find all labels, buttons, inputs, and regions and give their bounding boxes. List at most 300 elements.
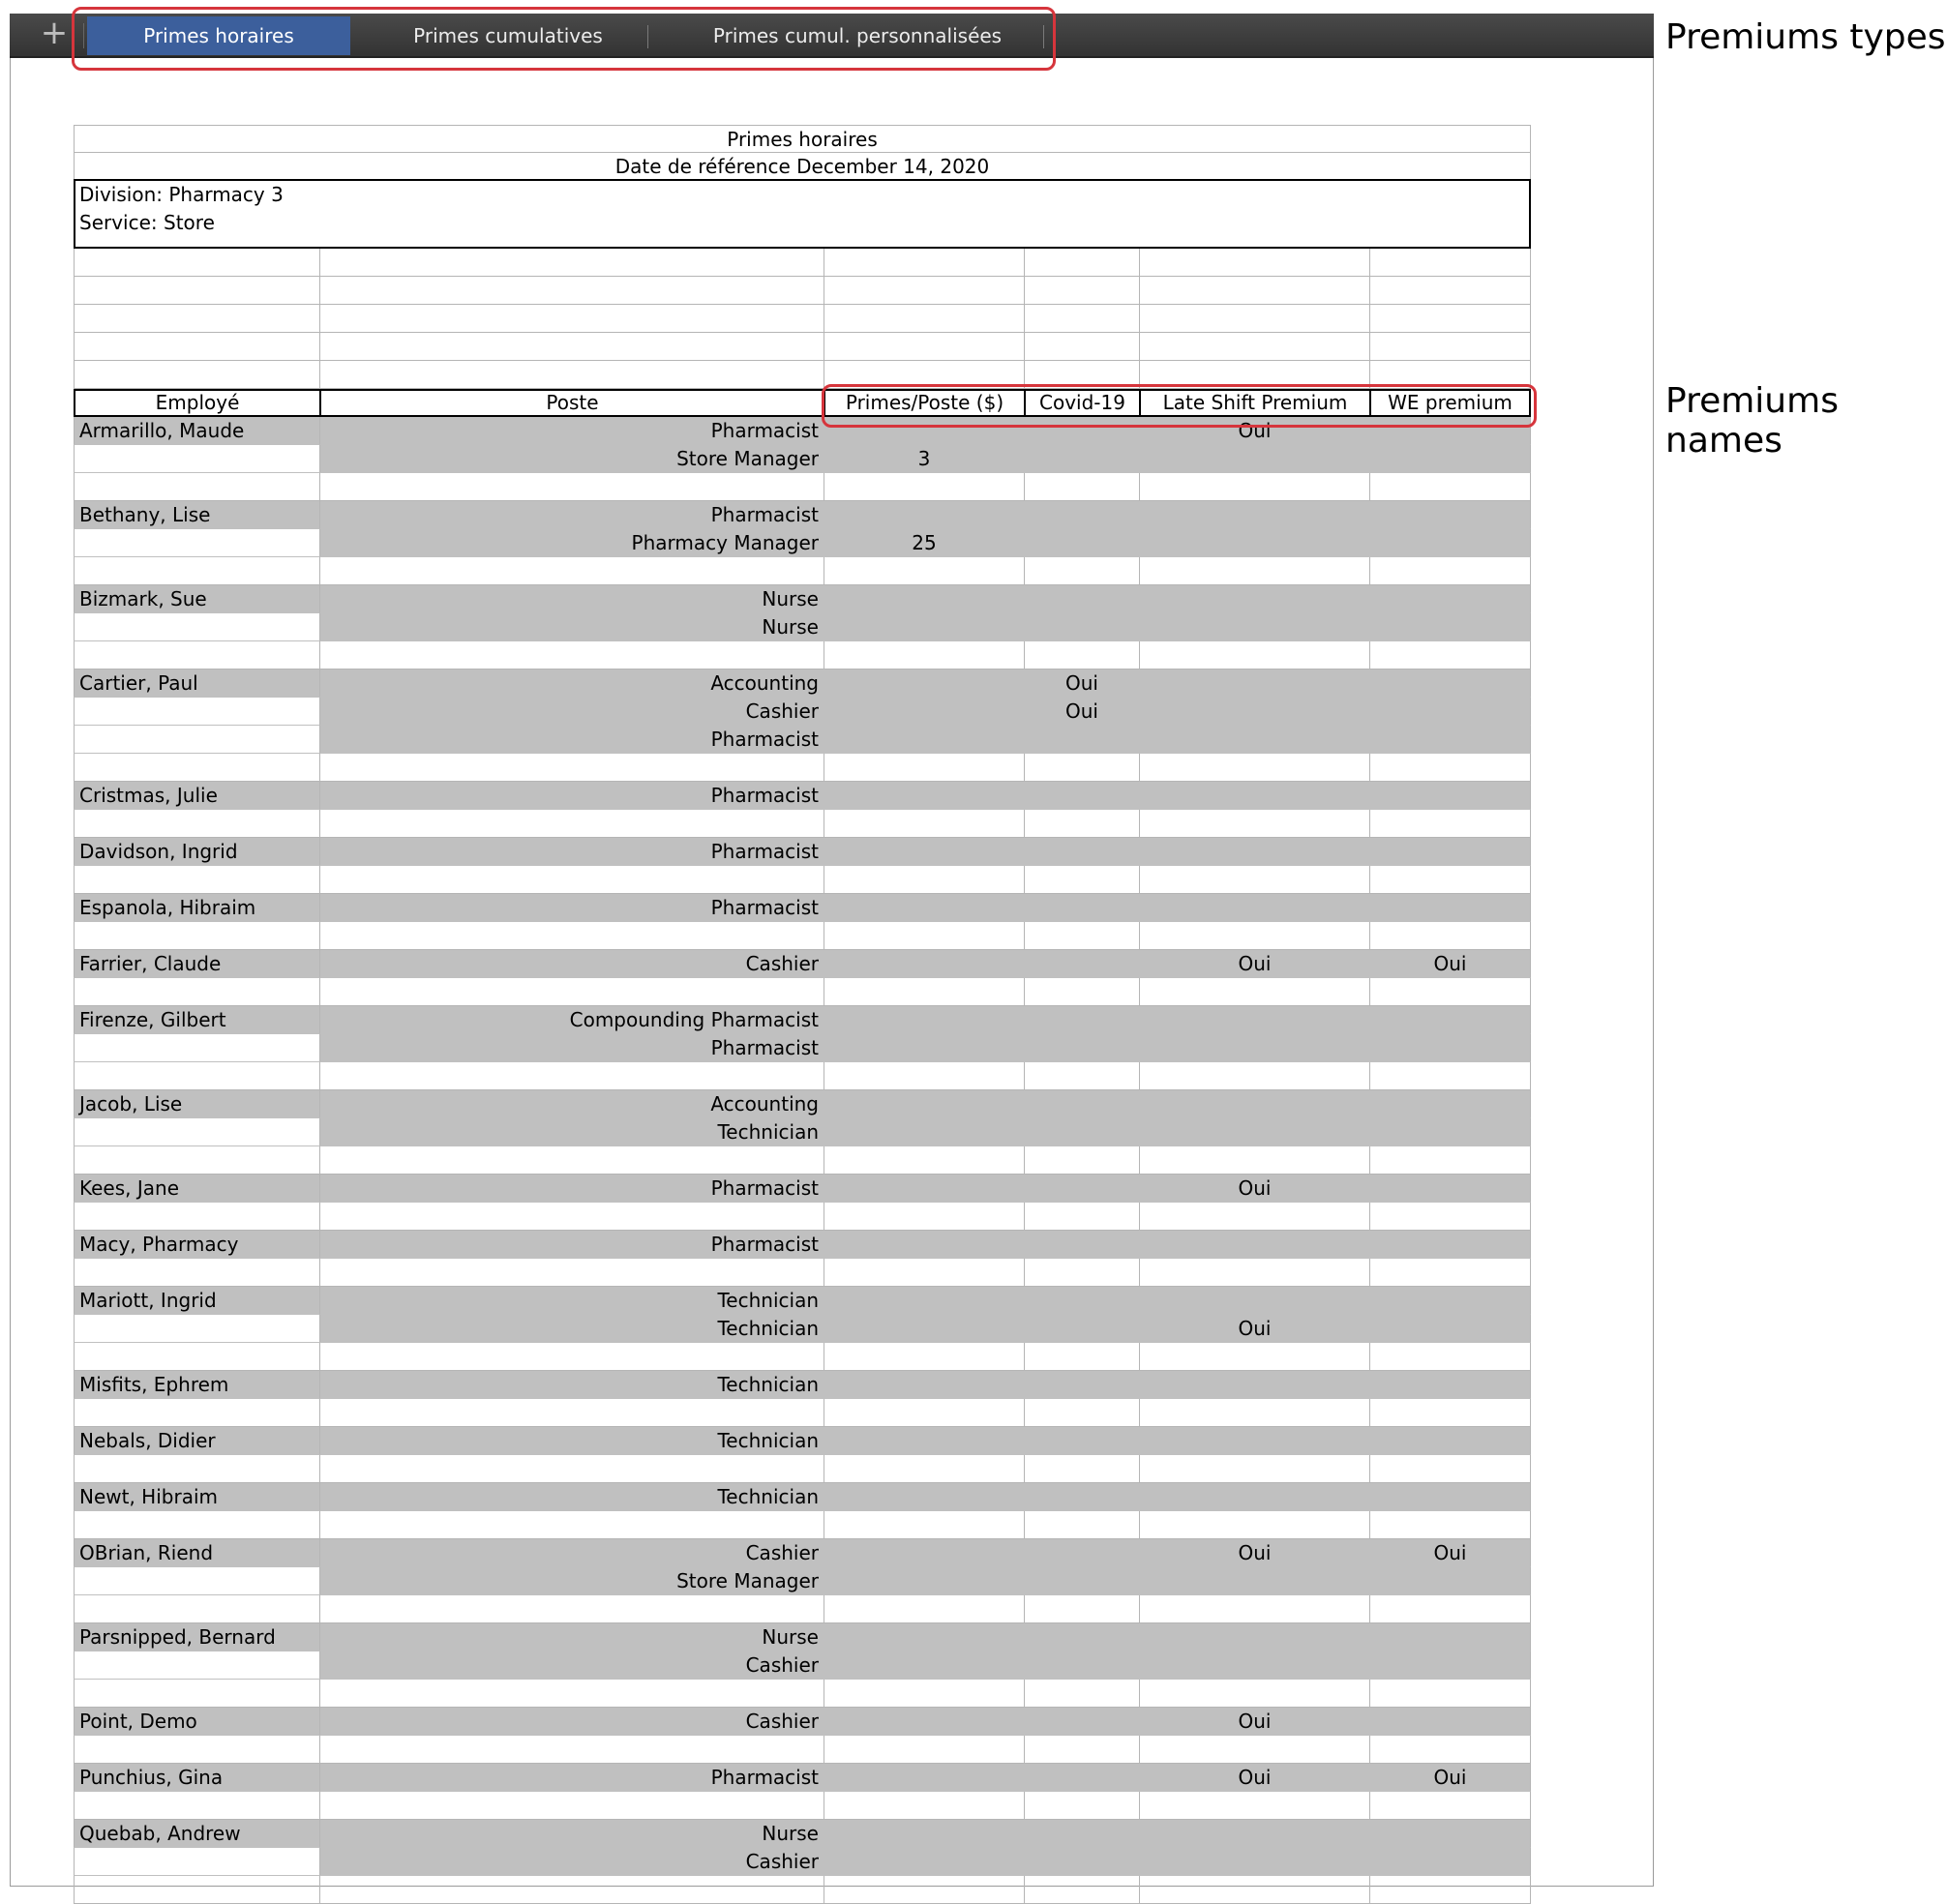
poste-cell: Compounding Pharmacist — [319, 1006, 824, 1034]
empty-cell — [319, 1146, 824, 1175]
covid-19-cell — [1024, 1651, 1139, 1680]
column-header-employe: Employé — [74, 389, 319, 417]
primes-poste-cell — [824, 501, 1024, 529]
employee-name-cell: Farrier, Claude — [74, 950, 319, 978]
poste-cell: Pharmacist — [319, 1034, 824, 1062]
we-premium-cell — [1369, 1567, 1531, 1595]
division-label: Division: Pharmacy 3 — [79, 183, 284, 206]
employee-name-cell — [74, 726, 319, 754]
empty-cell — [1024, 810, 1139, 838]
late-shift-cell — [1139, 613, 1369, 641]
empty-cell — [1369, 305, 1531, 333]
add-tab-icon[interactable]: + — [40, 14, 69, 52]
table-row — [74, 782, 1531, 810]
separator-row — [74, 1343, 1531, 1371]
division-service-box — [74, 179, 1531, 249]
we-premium-cell — [1369, 585, 1531, 613]
late-shift-cell — [1139, 1623, 1369, 1651]
empty-cell — [1139, 333, 1369, 361]
poste-cell: Pharmacist — [319, 501, 824, 529]
empty-cell — [824, 333, 1024, 361]
we-premium-cell — [1369, 1175, 1531, 1203]
empty-cell — [319, 361, 824, 389]
we-premium-cell — [1369, 1118, 1531, 1146]
empty-cell — [74, 1146, 319, 1175]
late-shift-cell — [1139, 1006, 1369, 1034]
poste-cell: Technician — [319, 1287, 824, 1315]
employee-name-cell: Newt, Hibraim — [74, 1483, 319, 1511]
primes-poste-cell — [824, 669, 1024, 698]
column-header-covid-19: Covid-19 — [1024, 389, 1139, 417]
empty-cell — [1369, 473, 1531, 501]
table-row — [74, 1006, 1531, 1034]
covid-19-cell — [1024, 1708, 1139, 1736]
empty-cell — [824, 1259, 1024, 1287]
empty-cell — [319, 473, 824, 501]
covid-19-cell — [1024, 838, 1139, 866]
table-row — [74, 501, 1531, 529]
empty-cell — [1369, 1146, 1531, 1175]
empty-cell — [319, 1511, 824, 1539]
empty-cell — [1369, 1595, 1531, 1623]
we-premium-cell — [1369, 529, 1531, 557]
primes-poste-cell — [824, 1315, 1024, 1343]
empty-cell — [824, 1455, 1024, 1483]
report-title: Primes horaires — [74, 125, 1531, 152]
column-header-we-premium: WE premium — [1369, 389, 1531, 417]
covid-19-cell — [1024, 782, 1139, 810]
poste-cell: Pharmacist — [319, 894, 824, 922]
we-premium-cell — [1369, 669, 1531, 698]
poste-cell: Nurse — [319, 1623, 824, 1651]
we-premium-cell — [1369, 1006, 1531, 1034]
empty-cell — [1024, 1259, 1139, 1287]
empty-cell — [319, 1399, 824, 1427]
employee-name-cell: Cartier, Paul — [74, 669, 319, 698]
table-row — [74, 669, 1531, 698]
employee-name-cell: Bethany, Lise — [74, 501, 319, 529]
table-row — [74, 1483, 1531, 1511]
empty-cell — [1139, 1399, 1369, 1427]
column-header-poste: Poste — [319, 389, 824, 417]
primes-poste-cell: 25 — [824, 529, 1024, 557]
separator-row — [74, 866, 1531, 894]
employee-name-cell: Nebals, Didier — [74, 1427, 319, 1455]
empty-cell — [1024, 922, 1139, 950]
empty-cell — [319, 1259, 824, 1287]
primes-poste-cell — [824, 613, 1024, 641]
empty-cell — [824, 473, 1024, 501]
empty-cell — [319, 1343, 824, 1371]
covid-19-cell — [1024, 1118, 1139, 1146]
separator-row — [74, 1146, 1531, 1175]
poste-cell: Nurse — [319, 585, 824, 613]
poste-cell: Technician — [319, 1427, 824, 1455]
empty-cell — [1139, 641, 1369, 669]
we-premium-cell — [1369, 1231, 1531, 1259]
empty-cell — [824, 922, 1024, 950]
primes-poste-cell — [824, 1118, 1024, 1146]
late-shift-cell: Oui — [1139, 1764, 1369, 1792]
poste-cell: Cashier — [319, 698, 824, 726]
empty-cell — [319, 754, 824, 782]
employee-name-cell — [74, 1567, 319, 1595]
empty-cell — [1369, 277, 1531, 305]
we-premium-cell — [1369, 726, 1531, 754]
empty-cell — [74, 1399, 319, 1427]
empty-cell — [1139, 249, 1369, 277]
empty-cell — [1369, 1203, 1531, 1231]
separator-row — [74, 1595, 1531, 1623]
late-shift-cell — [1139, 1483, 1369, 1511]
covid-19-cell — [1024, 894, 1139, 922]
late-shift-cell — [1139, 585, 1369, 613]
empty-cell — [1139, 557, 1369, 585]
empty-cell — [1024, 754, 1139, 782]
separator-row — [74, 1062, 1531, 1090]
empty-cell — [74, 922, 319, 950]
primes-poste-cell — [824, 1427, 1024, 1455]
we-premium-cell — [1369, 698, 1531, 726]
empty-cell — [824, 641, 1024, 669]
empty-cell — [319, 1736, 824, 1764]
empty-cell — [1369, 1455, 1531, 1483]
empty-cell — [319, 1203, 824, 1231]
we-premium-cell — [1369, 1371, 1531, 1399]
we-premium-cell: Oui — [1369, 1764, 1531, 1792]
empty-cell — [319, 249, 824, 277]
empty-cell — [1139, 1062, 1369, 1090]
employee-name-cell: Espanola, Hibraim — [74, 894, 319, 922]
empty-cell — [824, 277, 1024, 305]
empty-cell — [824, 1062, 1024, 1090]
spacer-row — [74, 305, 1531, 333]
empty-cell — [1139, 1736, 1369, 1764]
poste-cell: Technician — [319, 1118, 824, 1146]
empty-cell — [74, 1203, 319, 1231]
employee-name-cell: Davidson, Ingrid — [74, 838, 319, 866]
empty-cell — [1139, 277, 1369, 305]
empty-cell — [1024, 1062, 1139, 1090]
we-premium-cell — [1369, 1623, 1531, 1651]
employee-name-cell — [74, 529, 319, 557]
table-row — [74, 1315, 1531, 1343]
late-shift-cell — [1139, 1820, 1369, 1848]
empty-cell — [824, 249, 1024, 277]
employee-name-cell: Kees, Jane — [74, 1175, 319, 1203]
empty-cell — [74, 754, 319, 782]
empty-cell — [1139, 1680, 1369, 1708]
poste-cell: Store Manager — [319, 445, 824, 473]
empty-cell — [74, 1259, 319, 1287]
separator-row — [74, 1399, 1531, 1427]
empty-cell — [319, 1062, 824, 1090]
covid-19-cell — [1024, 1315, 1139, 1343]
empty-cell — [824, 754, 1024, 782]
empty-cell — [1024, 1203, 1139, 1231]
we-premium-cell — [1369, 1820, 1531, 1848]
primes-poste-cell — [824, 1287, 1024, 1315]
empty-cell — [319, 333, 824, 361]
empty-cell — [1139, 1595, 1369, 1623]
primes-poste-cell — [824, 698, 1024, 726]
table-row — [74, 1231, 1531, 1259]
empty-cell — [1139, 754, 1369, 782]
empty-cell — [319, 866, 824, 894]
primes-poste-cell — [824, 1539, 1024, 1567]
covid-19-cell — [1024, 445, 1139, 473]
empty-cell — [824, 1680, 1024, 1708]
empty-cell — [1139, 866, 1369, 894]
empty-cell — [1139, 1203, 1369, 1231]
we-premium-cell — [1369, 1427, 1531, 1455]
empty-cell — [74, 249, 319, 277]
table-row — [74, 1651, 1531, 1680]
employee-name-cell: OBrian, Riend — [74, 1539, 319, 1567]
primes-poste-cell — [824, 585, 1024, 613]
covid-19-cell — [1024, 1287, 1139, 1315]
empty-cell — [1024, 1343, 1139, 1371]
covid-19-cell — [1024, 613, 1139, 641]
table-row — [74, 1820, 1531, 1848]
covid-19-cell — [1024, 1567, 1139, 1595]
late-shift-cell: Oui — [1139, 1175, 1369, 1203]
table-row — [74, 1539, 1531, 1567]
table-row — [74, 613, 1531, 641]
employee-name-cell — [74, 698, 319, 726]
covid-19-cell — [1024, 529, 1139, 557]
empty-cell — [74, 1736, 319, 1764]
empty-cell — [74, 1792, 319, 1820]
late-shift-cell: Oui — [1139, 1708, 1369, 1736]
late-shift-cell — [1139, 894, 1369, 922]
employee-name-cell — [74, 1651, 319, 1680]
empty-cell — [1139, 1343, 1369, 1371]
empty-cell — [74, 557, 319, 585]
table-row — [74, 1623, 1531, 1651]
tab-primes-cumulatives[interactable]: Primes cumulatives — [413, 24, 603, 47]
empty-cell — [1024, 1455, 1139, 1483]
covid-19-cell — [1024, 1483, 1139, 1511]
empty-cell — [1369, 1399, 1531, 1427]
empty-cell — [1024, 305, 1139, 333]
separator-row — [74, 557, 1531, 585]
spacer-row — [74, 277, 1531, 305]
covid-19-cell — [1024, 1820, 1139, 1848]
empty-cell — [1369, 641, 1531, 669]
spacer-row — [74, 333, 1531, 361]
late-shift-cell — [1139, 1371, 1369, 1399]
empty-cell — [1139, 305, 1369, 333]
empty-cell — [1139, 1146, 1369, 1175]
premium-types-callout — [72, 7, 1056, 71]
table-row — [74, 1175, 1531, 1203]
separator-row — [74, 1792, 1531, 1820]
late-shift-cell — [1139, 1567, 1369, 1595]
poste-cell: Store Manager — [319, 1567, 824, 1595]
empty-cell — [74, 866, 319, 894]
poste-cell: Nurse — [319, 1820, 824, 1848]
late-shift-cell: Oui — [1139, 1315, 1369, 1343]
empty-cell — [74, 305, 319, 333]
covid-19-cell: Oui — [1024, 698, 1139, 726]
primes-poste-cell — [824, 1090, 1024, 1118]
empty-cell — [74, 1595, 319, 1623]
empty-cell — [1369, 1792, 1531, 1820]
employee-name-cell — [74, 1848, 319, 1876]
empty-cell — [824, 978, 1024, 1006]
employee-name-cell: Cristmas, Julie — [74, 782, 319, 810]
covid-19-cell — [1024, 950, 1139, 978]
empty-cell — [1024, 866, 1139, 894]
empty-cell — [1369, 249, 1531, 277]
primes-poste-cell — [824, 1567, 1024, 1595]
empty-cell — [319, 305, 824, 333]
we-premium-cell: Oui — [1369, 1539, 1531, 1567]
primes-poste-cell — [824, 1006, 1024, 1034]
covid-19-cell — [1024, 1090, 1139, 1118]
late-shift-cell — [1139, 501, 1369, 529]
empty-cell — [1024, 978, 1139, 1006]
employee-name-cell: Armarillo, Maude — [74, 417, 319, 445]
premium-names-annotation: Premiums names — [1665, 381, 1839, 461]
primes-poste-cell — [824, 1623, 1024, 1651]
empty-cell — [1024, 277, 1139, 305]
empty-cell — [824, 866, 1024, 894]
employee-name-cell — [74, 1315, 319, 1343]
spacer-row — [74, 249, 1531, 277]
poste-cell: Pharmacist — [319, 1764, 824, 1792]
covid-19-cell — [1024, 1006, 1139, 1034]
empty-cell — [319, 810, 824, 838]
empty-cell — [1369, 1736, 1531, 1764]
we-premium-cell — [1369, 1708, 1531, 1736]
separator-row — [74, 922, 1531, 950]
separator-row — [74, 1511, 1531, 1539]
separator-row — [74, 1259, 1531, 1287]
we-premium-cell: Oui — [1369, 950, 1531, 978]
primes-poste-cell — [824, 1708, 1024, 1736]
poste-cell: Technician — [319, 1371, 824, 1399]
empty-cell — [1369, 866, 1531, 894]
employee-name-cell — [74, 445, 319, 473]
covid-19-cell — [1024, 726, 1139, 754]
empty-cell — [319, 1792, 824, 1820]
separator-row — [74, 1203, 1531, 1231]
empty-cell — [1024, 1680, 1139, 1708]
empty-cell — [74, 1511, 319, 1539]
empty-cell — [824, 305, 1024, 333]
empty-cell — [1139, 1455, 1369, 1483]
empty-cell — [74, 978, 319, 1006]
we-premium-cell — [1369, 1483, 1531, 1511]
separator-row — [74, 641, 1531, 669]
table-row — [74, 1848, 1531, 1876]
primes-poste-cell — [824, 1848, 1024, 1876]
primes-poste-cell — [824, 894, 1024, 922]
poste-cell: Accounting — [319, 1090, 824, 1118]
separator-row — [74, 978, 1531, 1006]
covid-19-cell — [1024, 585, 1139, 613]
employee-name-cell: Jacob, Lise — [74, 1090, 319, 1118]
table-row — [74, 1708, 1531, 1736]
late-shift-cell — [1139, 1651, 1369, 1680]
late-shift-cell — [1139, 1090, 1369, 1118]
primes-poste-cell — [824, 1483, 1024, 1511]
empty-cell — [74, 1680, 319, 1708]
empty-cell — [1024, 641, 1139, 669]
poste-cell: Accounting — [319, 669, 824, 698]
covid-19-cell — [1024, 501, 1139, 529]
table-row — [74, 726, 1531, 754]
empty-cell — [74, 277, 319, 305]
empty-cell — [319, 1680, 824, 1708]
separator-row — [74, 810, 1531, 838]
separator-row — [74, 1736, 1531, 1764]
separator-row — [74, 473, 1531, 501]
covid-19-cell — [1024, 1764, 1139, 1792]
we-premium-cell — [1369, 1090, 1531, 1118]
empty-cell — [1024, 333, 1139, 361]
table-row — [74, 1034, 1531, 1062]
table-row — [74, 894, 1531, 922]
primes-poste-cell — [824, 950, 1024, 978]
empty-cell — [1369, 1343, 1531, 1371]
poste-cell: Pharmacist — [319, 838, 824, 866]
covid-19-cell — [1024, 1539, 1139, 1567]
poste-cell: Cashier — [319, 950, 824, 978]
employee-name-cell — [74, 1034, 319, 1062]
employee-name-cell: Firenze, Gilbert — [74, 1006, 319, 1034]
table-row — [74, 950, 1531, 978]
table-row — [74, 1287, 1531, 1315]
empty-cell — [74, 361, 319, 389]
empty-cell — [1369, 754, 1531, 782]
poste-cell: Pharmacist — [319, 726, 824, 754]
late-shift-cell — [1139, 445, 1369, 473]
empty-cell — [1139, 1792, 1369, 1820]
empty-cell — [319, 1455, 824, 1483]
empty-cell — [319, 922, 824, 950]
tab-primes-cumul-personnalisees[interactable]: Primes cumul. personnalisées — [712, 24, 1003, 47]
empty-cell — [1369, 557, 1531, 585]
poste-cell: Cashier — [319, 1539, 824, 1567]
primes-poste-cell — [824, 1231, 1024, 1259]
table-row — [74, 1427, 1531, 1455]
late-shift-cell — [1139, 1427, 1369, 1455]
empty-cell — [1024, 1792, 1139, 1820]
empty-cell — [319, 557, 824, 585]
we-premium-cell — [1369, 1651, 1531, 1680]
empty-cell — [319, 1595, 824, 1623]
tab-primes-horaires[interactable]: Primes horaires — [87, 16, 350, 55]
premium-types-annotation: Premiums types — [1665, 17, 1946, 57]
late-shift-cell: Oui — [1139, 1539, 1369, 1567]
poste-cell: Cashier — [319, 1651, 824, 1680]
empty-cell — [1024, 1399, 1139, 1427]
covid-19-cell — [1024, 1231, 1139, 1259]
covid-19-cell: Oui — [1024, 669, 1139, 698]
we-premium-cell — [1369, 1287, 1531, 1315]
empty-cell — [1024, 1736, 1139, 1764]
empty-cell — [319, 641, 824, 669]
empty-cell — [1024, 473, 1139, 501]
table-row — [74, 838, 1531, 866]
empty-cell — [1139, 1511, 1369, 1539]
primes-poste-cell — [824, 1371, 1024, 1399]
empty-cell — [824, 1511, 1024, 1539]
primes-poste-cell: 3 — [824, 445, 1024, 473]
